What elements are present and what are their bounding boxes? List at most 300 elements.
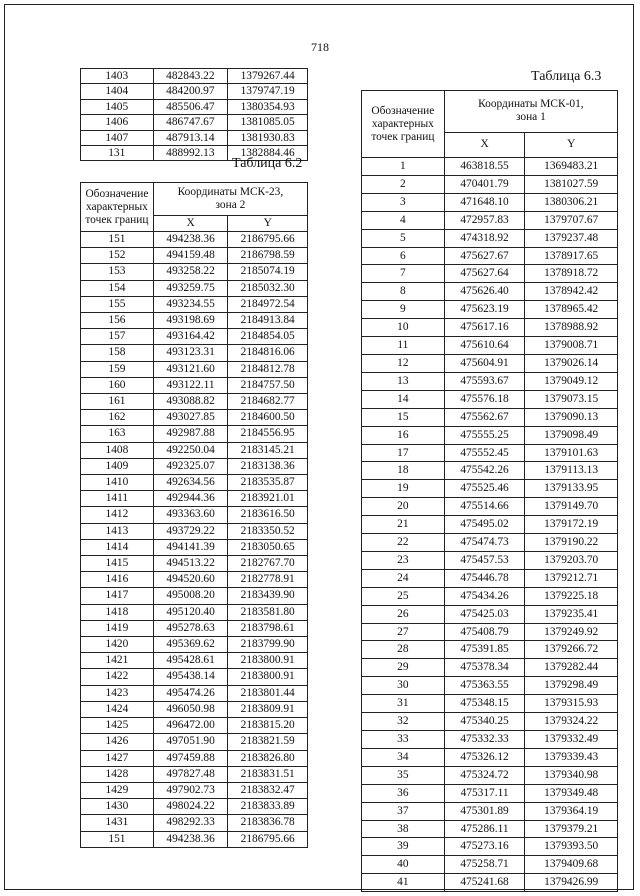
table-row — [81, 701, 308, 717]
x-coordinate-cell: 486747.67 — [153, 115, 228, 130]
x-coordinate-cell: 475425.03 — [444, 605, 525, 623]
x-coordinate-cell: 495120.40 — [153, 604, 228, 620]
table-row — [81, 458, 308, 474]
y-coordinate-cell: 1379026.14 — [525, 354, 618, 372]
table-row — [362, 587, 618, 605]
x-coordinate-cell: 488992.13 — [153, 146, 228, 161]
point-id-cell: 9 — [362, 301, 445, 319]
point-id-cell: 35 — [362, 766, 445, 784]
point-id-cell: 22 — [362, 534, 445, 552]
x-coordinate-cell: 475363.55 — [444, 677, 525, 695]
x-coordinate-cell: 495438.14 — [153, 669, 228, 685]
y-coordinate-cell: 1379339.43 — [525, 748, 618, 766]
point-id-cell: 31 — [362, 695, 445, 713]
x-coordinate-cell: 475446.78 — [444, 569, 525, 587]
header-point-designation: Обозначение характерных точек границ — [362, 91, 445, 158]
point-id-cell: 1411 — [81, 491, 154, 507]
y-coordinate-cell: 2183535.87 — [228, 475, 308, 491]
x-coordinate-cell: 493729.22 — [153, 523, 228, 539]
x-coordinate-cell: 492944.36 — [153, 491, 228, 507]
table-row — [81, 313, 308, 329]
point-id-cell: 1416 — [81, 572, 154, 588]
table-row — [81, 69, 308, 84]
x-coordinate-cell: 475593.67 — [444, 372, 525, 390]
y-coordinate-cell: 1379266.72 — [525, 641, 618, 659]
point-id-cell: 39 — [362, 838, 445, 856]
point-id-cell: 28 — [362, 641, 445, 659]
point-id-cell: 41 — [362, 874, 445, 892]
y-coordinate-cell: 1378942.42 — [525, 283, 618, 301]
point-id-cell: 163 — [81, 426, 154, 442]
y-coordinate-cell: 1379073.15 — [525, 390, 618, 408]
y-coordinate-cell: 1379113.13 — [525, 462, 618, 480]
point-id-cell: 32 — [362, 713, 445, 731]
x-coordinate-cell: 475378.34 — [444, 659, 525, 677]
y-coordinate-cell: 1379203.70 — [525, 551, 618, 569]
y-coordinate-cell: 1380354.93 — [228, 99, 308, 114]
point-id-cell: 16 — [362, 426, 445, 444]
point-id-cell: 1407 — [81, 130, 154, 145]
point-id-cell: 1404 — [81, 84, 154, 99]
point-id-cell: 1424 — [81, 701, 154, 717]
x-coordinate-cell: 475317.11 — [444, 784, 525, 802]
y-coordinate-cell: 2183798.61 — [228, 620, 308, 636]
y-coordinate-cell: 2184556.95 — [228, 426, 308, 442]
x-coordinate-cell: 493123.31 — [153, 345, 228, 361]
table-row — [81, 734, 308, 750]
table-row — [362, 516, 618, 534]
table-row — [362, 354, 618, 372]
point-id-cell: 151 — [81, 831, 154, 847]
table-row — [362, 551, 618, 569]
x-coordinate-cell: 493363.60 — [153, 507, 228, 523]
x-coordinate-cell: 487913.14 — [153, 130, 228, 145]
y-coordinate-cell: 2183921.01 — [228, 491, 308, 507]
y-coordinate-cell: 2182778.91 — [228, 572, 308, 588]
table-row — [362, 641, 618, 659]
point-id-cell: 29 — [362, 659, 445, 677]
table-row — [362, 766, 618, 784]
y-coordinate-cell: 2184757.50 — [228, 377, 308, 393]
y-coordinate-cell: 1378918.72 — [525, 265, 618, 283]
x-coordinate-cell: 493258.22 — [153, 264, 228, 280]
x-coordinate-cell: 475391.85 — [444, 641, 525, 659]
x-coordinate-cell: 475286.11 — [444, 820, 525, 838]
y-coordinate-cell: 2186795.66 — [228, 831, 308, 847]
table-row — [81, 815, 308, 831]
point-id-cell: 1418 — [81, 604, 154, 620]
point-id-cell: 1409 — [81, 458, 154, 474]
table-row — [362, 390, 618, 408]
table-row — [81, 248, 308, 264]
x-coordinate-cell: 475617.16 — [444, 319, 525, 337]
x-coordinate-cell: 497459.88 — [153, 750, 228, 766]
y-coordinate-cell: 2183832.47 — [228, 782, 308, 798]
point-id-cell: 34 — [362, 748, 445, 766]
y-coordinate-cell: 1379267.44 — [228, 69, 308, 84]
x-coordinate-cell: 497902.73 — [153, 782, 228, 798]
point-id-cell: 1426 — [81, 734, 154, 750]
x-coordinate-cell: 495474.26 — [153, 685, 228, 701]
y-coordinate-cell: 1378965.42 — [525, 301, 618, 319]
point-id-cell: 158 — [81, 345, 154, 361]
y-coordinate-cell: 2183801.44 — [228, 685, 308, 701]
y-coordinate-cell: 2184972.54 — [228, 296, 308, 312]
table-row — [362, 748, 618, 766]
point-id-cell: 20 — [362, 498, 445, 516]
table-row — [81, 232, 308, 248]
table-row — [81, 653, 308, 669]
table-row — [362, 337, 618, 355]
y-coordinate-cell: 1379190.22 — [525, 534, 618, 552]
y-coordinate-cell: 1379133.95 — [525, 480, 618, 498]
point-id-cell: 37 — [362, 802, 445, 820]
y-coordinate-cell: 2183581.80 — [228, 604, 308, 620]
point-id-cell: 25 — [362, 587, 445, 605]
x-coordinate-cell: 485506.47 — [153, 99, 228, 114]
table-row — [81, 99, 308, 114]
point-id-cell: 151 — [81, 232, 154, 248]
point-id-cell: 40 — [362, 856, 445, 874]
y-coordinate-cell: 1379212.71 — [525, 569, 618, 587]
y-coordinate-cell: 1379426.99 — [525, 874, 618, 892]
x-coordinate-cell: 493122.11 — [153, 377, 228, 393]
table-row — [81, 620, 308, 636]
point-id-cell: 27 — [362, 623, 445, 641]
point-id-cell: 26 — [362, 605, 445, 623]
point-id-cell: 13 — [362, 372, 445, 390]
point-id-cell: 1408 — [81, 442, 154, 458]
table-row — [81, 669, 308, 685]
y-coordinate-cell: 1381027.59 — [525, 175, 618, 193]
table-row — [81, 718, 308, 734]
point-id-cell: 38 — [362, 820, 445, 838]
point-id-cell: 11 — [362, 337, 445, 355]
y-coordinate-cell: 2183145.21 — [228, 442, 308, 458]
x-coordinate-cell: 497051.90 — [153, 734, 228, 750]
point-id-cell: 1423 — [81, 685, 154, 701]
point-id-cell: 12 — [362, 354, 445, 372]
y-coordinate-cell: 1379149.70 — [525, 498, 618, 516]
x-coordinate-cell: 475326.12 — [444, 748, 525, 766]
point-id-cell: 1421 — [81, 653, 154, 669]
x-coordinate-cell: 492325.07 — [153, 458, 228, 474]
x-coordinate-cell: 494159.48 — [153, 248, 228, 264]
x-coordinate-cell: 494238.36 — [153, 831, 228, 847]
point-id-cell: 1422 — [81, 669, 154, 685]
y-coordinate-cell: 2183800.91 — [228, 653, 308, 669]
y-coordinate-cell: 2184682.77 — [228, 394, 308, 410]
x-coordinate-cell: 475457.53 — [444, 551, 525, 569]
y-coordinate-cell: 1379409.68 — [525, 856, 618, 874]
table-row — [362, 605, 618, 623]
x-coordinate-cell: 470401.79 — [444, 175, 525, 193]
point-id-cell: 1412 — [81, 507, 154, 523]
table-row — [362, 301, 618, 319]
y-coordinate-cell: 2186795.66 — [228, 232, 308, 248]
table-row — [81, 507, 308, 523]
point-id-cell: 17 — [362, 444, 445, 462]
y-coordinate-cell: 2183138.36 — [228, 458, 308, 474]
table-row — [81, 572, 308, 588]
table-row — [81, 588, 308, 604]
x-coordinate-cell: 494141.39 — [153, 539, 228, 555]
x-coordinate-cell: 493164.42 — [153, 329, 228, 345]
y-coordinate-cell: 2184854.05 — [228, 329, 308, 345]
x-coordinate-cell: 492634.56 — [153, 475, 228, 491]
page-number: 718 — [311, 40, 329, 54]
point-id-cell: 1406 — [81, 115, 154, 130]
x-coordinate-cell: 498292.33 — [153, 815, 228, 831]
x-coordinate-cell: 475623.19 — [444, 301, 525, 319]
table-row — [81, 766, 308, 782]
table-row — [362, 534, 618, 552]
table-row — [81, 410, 308, 426]
y-coordinate-cell: 2185074.19 — [228, 264, 308, 280]
x-coordinate-cell: 475348.15 — [444, 695, 525, 713]
header-y: Y — [525, 132, 618, 157]
x-coordinate-cell: 495008.20 — [153, 588, 228, 604]
y-coordinate-cell: 1379315.93 — [525, 695, 618, 713]
point-id-cell: 23 — [362, 551, 445, 569]
point-id-cell: 1431 — [81, 815, 154, 831]
y-coordinate-cell: 1379101.63 — [525, 444, 618, 462]
y-coordinate-cell: 1369483.21 — [525, 158, 618, 176]
point-id-cell: 36 — [362, 784, 445, 802]
y-coordinate-cell: 1379225.18 — [525, 587, 618, 605]
y-coordinate-cell: 2185032.30 — [228, 280, 308, 296]
x-coordinate-cell: 475258.71 — [444, 856, 525, 874]
point-id-cell: 10 — [362, 319, 445, 337]
table-row — [81, 491, 308, 507]
table-row — [362, 784, 618, 802]
table-row — [81, 84, 308, 99]
table-row — [362, 175, 618, 193]
table-row — [362, 229, 618, 247]
x-coordinate-cell: 475474.73 — [444, 534, 525, 552]
y-coordinate-cell: 1380306.21 — [525, 193, 618, 211]
y-coordinate-cell: 1379249.92 — [525, 623, 618, 641]
table-row — [362, 856, 618, 874]
x-coordinate-cell: 498024.22 — [153, 799, 228, 815]
x-coordinate-cell: 475576.18 — [444, 390, 525, 408]
table-row — [81, 394, 308, 410]
y-coordinate-cell: 1381085.05 — [228, 115, 308, 130]
x-coordinate-cell: 494520.60 — [153, 572, 228, 588]
x-coordinate-cell: 496050.98 — [153, 701, 228, 717]
x-coordinate-cell: 482843.22 — [153, 69, 228, 84]
x-coordinate-cell: 493259.75 — [153, 280, 228, 296]
point-id-cell: 7 — [362, 265, 445, 283]
point-id-cell: 1415 — [81, 556, 154, 572]
x-coordinate-cell: 475610.64 — [444, 337, 525, 355]
y-coordinate-cell: 1379364.19 — [525, 802, 618, 820]
x-coordinate-cell: 475332.33 — [444, 731, 525, 749]
table-row — [362, 802, 618, 820]
table-row — [81, 377, 308, 393]
y-coordinate-cell: 1379235.41 — [525, 605, 618, 623]
point-id-cell: 152 — [81, 248, 154, 264]
table-row — [362, 426, 618, 444]
x-coordinate-cell: 463818.55 — [444, 158, 525, 176]
table-row — [81, 831, 308, 847]
point-id-cell: 1420 — [81, 637, 154, 653]
point-id-cell: 157 — [81, 329, 154, 345]
table-row — [81, 296, 308, 312]
x-coordinate-cell: 475562.67 — [444, 408, 525, 426]
header-coordinates: Координаты МСК-23, зона 2 — [153, 183, 307, 216]
point-id-cell: 1419 — [81, 620, 154, 636]
table-row — [362, 319, 618, 337]
x-coordinate-cell: 475408.79 — [444, 623, 525, 641]
point-id-cell: 33 — [362, 731, 445, 749]
table-row — [81, 799, 308, 815]
table-row — [81, 329, 308, 345]
y-coordinate-cell: 1379090.13 — [525, 408, 618, 426]
x-coordinate-cell: 497827.48 — [153, 766, 228, 782]
point-id-cell: 153 — [81, 264, 154, 280]
table-row — [362, 211, 618, 229]
x-coordinate-cell: 475627.67 — [444, 247, 525, 265]
x-coordinate-cell: 496472.00 — [153, 718, 228, 734]
y-coordinate-cell: 1378917.65 — [525, 247, 618, 265]
point-id-cell: 15 — [362, 408, 445, 426]
table-row — [362, 569, 618, 587]
point-id-cell: 6 — [362, 247, 445, 265]
x-coordinate-cell: 475514.66 — [444, 498, 525, 516]
y-coordinate-cell: 1379393.50 — [525, 838, 618, 856]
x-coordinate-cell: 493027.85 — [153, 410, 228, 426]
y-coordinate-cell: 2183833.89 — [228, 799, 308, 815]
point-id-cell: 1410 — [81, 475, 154, 491]
table-row — [81, 264, 308, 280]
x-coordinate-cell: 493088.82 — [153, 394, 228, 410]
y-coordinate-cell: 2183826.80 — [228, 750, 308, 766]
y-coordinate-cell: 2183439.90 — [228, 588, 308, 604]
table-row — [362, 623, 618, 641]
table-6-3-caption: Таблица 6.3 — [531, 69, 602, 84]
y-coordinate-cell: 1379340.98 — [525, 766, 618, 784]
table-row — [362, 874, 618, 892]
point-id-cell: 156 — [81, 313, 154, 329]
point-id-cell: 154 — [81, 280, 154, 296]
point-id-cell: 162 — [81, 410, 154, 426]
header-x: X — [153, 216, 228, 232]
table-row — [362, 731, 618, 749]
table-6-3 — [361, 90, 618, 892]
x-coordinate-cell: 472957.83 — [444, 211, 525, 229]
table-row — [81, 750, 308, 766]
point-id-cell: 3 — [362, 193, 445, 211]
table-row — [81, 523, 308, 539]
table-row — [81, 426, 308, 442]
x-coordinate-cell: 475552.45 — [444, 444, 525, 462]
x-coordinate-cell: 495369.62 — [153, 637, 228, 653]
header-x: X — [444, 132, 525, 157]
table-row — [362, 838, 618, 856]
y-coordinate-cell: 1379298.49 — [525, 677, 618, 695]
point-id-cell: 19 — [362, 480, 445, 498]
point-id-cell: 5 — [362, 229, 445, 247]
y-coordinate-cell: 1379098.49 — [525, 426, 618, 444]
y-coordinate-cell: 2186798.59 — [228, 248, 308, 264]
y-coordinate-cell: 2184600.50 — [228, 410, 308, 426]
header-point-designation: Обозначение характерных точек границ — [81, 183, 154, 232]
y-coordinate-cell: 2183050.65 — [228, 539, 308, 555]
table-row — [81, 604, 308, 620]
point-id-cell: 18 — [362, 462, 445, 480]
y-coordinate-cell: 1379324.22 — [525, 713, 618, 731]
x-coordinate-cell: 475340.25 — [444, 713, 525, 731]
table-row — [362, 158, 618, 176]
y-coordinate-cell: 1379379.21 — [525, 820, 618, 838]
y-coordinate-cell: 1379049.12 — [525, 372, 618, 390]
y-coordinate-cell: 2182767.70 — [228, 556, 308, 572]
table-row — [362, 498, 618, 516]
point-id-cell: 1427 — [81, 750, 154, 766]
point-id-cell: 24 — [362, 569, 445, 587]
point-id-cell: 160 — [81, 377, 154, 393]
y-coordinate-cell: 2184913.84 — [228, 313, 308, 329]
y-coordinate-cell: 2183836.78 — [228, 815, 308, 831]
table-row — [81, 361, 308, 377]
y-coordinate-cell: 2183831.51 — [228, 766, 308, 782]
point-id-cell: 1405 — [81, 99, 154, 114]
y-coordinate-cell: 2183350.52 — [228, 523, 308, 539]
y-coordinate-cell: 1379172.19 — [525, 516, 618, 534]
table-row — [81, 556, 308, 572]
table-row — [81, 345, 308, 361]
table-6-2-caption: Таблица 6.2 — [232, 156, 303, 171]
y-coordinate-cell: 1378988.92 — [525, 319, 618, 337]
table-row — [362, 372, 618, 390]
point-id-cell: 1430 — [81, 799, 154, 815]
y-coordinate-cell: 2183815.20 — [228, 718, 308, 734]
y-coordinate-cell: 1379008.71 — [525, 337, 618, 355]
point-id-cell: 1417 — [81, 588, 154, 604]
y-coordinate-cell: 2183809.91 — [228, 701, 308, 717]
point-id-cell: 1403 — [81, 69, 154, 84]
point-id-cell: 155 — [81, 296, 154, 312]
table-row — [362, 659, 618, 677]
y-coordinate-cell: 1379237.48 — [525, 229, 618, 247]
table-continuation — [80, 68, 308, 161]
y-coordinate-cell: 2184812.78 — [228, 361, 308, 377]
x-coordinate-cell: 495428.61 — [153, 653, 228, 669]
point-id-cell: 1414 — [81, 539, 154, 555]
x-coordinate-cell: 492987.88 — [153, 426, 228, 442]
table-6-2 — [80, 182, 308, 848]
table-row — [81, 280, 308, 296]
x-coordinate-cell: 494513.22 — [153, 556, 228, 572]
table-row — [362, 713, 618, 731]
point-id-cell: 1 — [362, 158, 445, 176]
table-row — [81, 685, 308, 701]
table-row — [81, 442, 308, 458]
x-coordinate-cell: 493234.55 — [153, 296, 228, 312]
header-coordinates: Координаты МСК-01, зона 1 — [444, 91, 617, 133]
table-row — [362, 820, 618, 838]
point-id-cell: 2 — [362, 175, 445, 193]
table-row — [362, 677, 618, 695]
table-row — [81, 637, 308, 653]
table-row — [362, 462, 618, 480]
y-coordinate-cell: 1379282.44 — [525, 659, 618, 677]
point-id-cell: 1413 — [81, 523, 154, 539]
y-coordinate-cell: 1382884.46 — [228, 146, 308, 161]
point-id-cell: 1425 — [81, 718, 154, 734]
x-coordinate-cell: 495278.63 — [153, 620, 228, 636]
